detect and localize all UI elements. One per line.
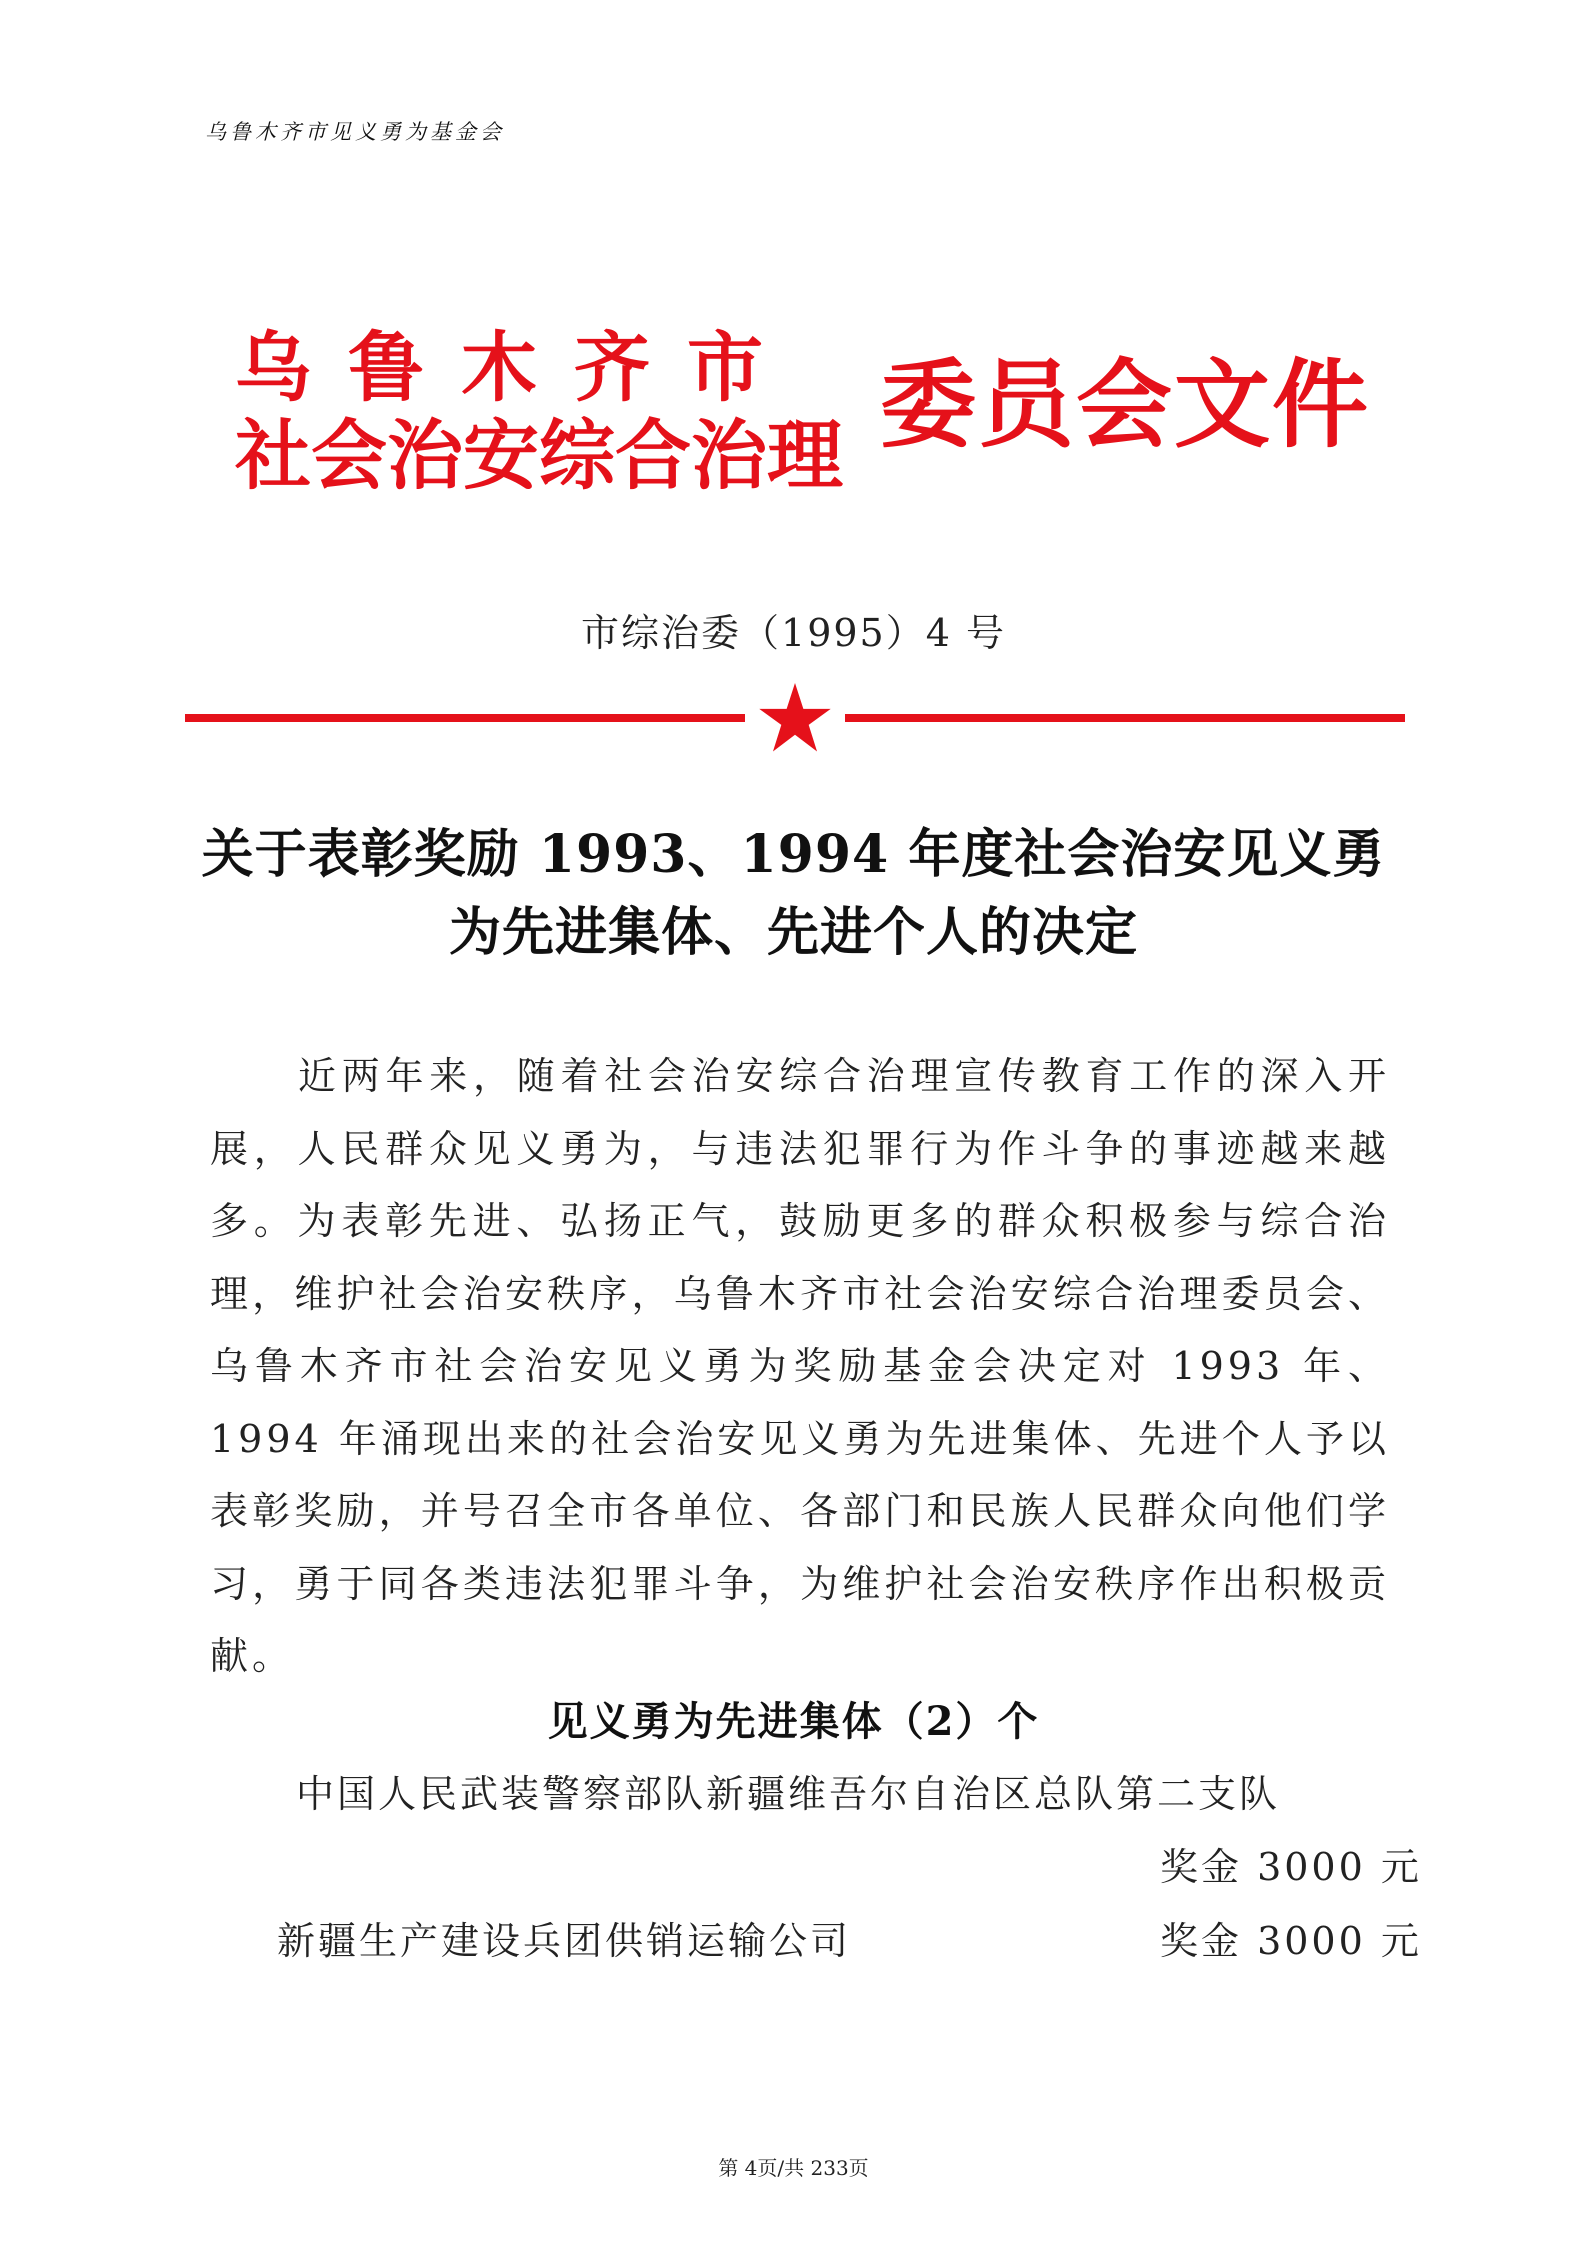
document-title-line-1: 关于表彰奖励 1993、1994 年度社会治安见义勇 xyxy=(201,824,1386,885)
award-unit-name: 新疆生产建设兵团供销运输公司 xyxy=(277,1919,852,1963)
body-paragraph: 近两年来，随着社会治安综合治理宣传教育工作的深入开展，人民群众见义勇为，与违法犯罪行为作斗争的事迹越来越多。为表彰先进、弘扬正气，鼓励更多的群众积极参与综合治理，维护社会治安秩序，乌鲁木齐市社会治安综合治理委员会、乌鲁木齐市社会治安见义勇为奖励基金会决定对 1993 年、1994 年涌现出来的社会治安见义勇为先进集体、先进个人予以表彰奖励，并号召全市各单位、各部门和民族人民群众向他们学习，勇于同各类违法犯罪斗争，为维护社会治安秩序作出积极贡献。 xyxy=(210,1054,1390,1678)
award-unit-name: 中国人民武装警察部队新疆维吾尔自治区总队第二支队 xyxy=(296,1772,1281,1816)
letterhead-city: 乌鲁木齐市 xyxy=(235,323,800,412)
award-unit-prize: 奖金 3000 元 xyxy=(1160,1919,1422,1963)
letterhead-suffix: 委员会文件 xyxy=(880,348,1370,461)
letterhead-committee: 社会治安综合治理 xyxy=(235,411,843,500)
red-rule-right xyxy=(845,714,1405,722)
document-title-line-2: 为先进集体、先进个人的决定 xyxy=(448,902,1138,963)
header-organization: 乌鲁木齐市见义勇为基金会 xyxy=(205,120,505,144)
section-heading: 见义勇为先进集体（2）个 xyxy=(547,1698,1040,1745)
document-number: 市综治委（1995）4 号 xyxy=(581,611,1006,655)
award-unit-prize: 奖金 3000 元 xyxy=(1160,1845,1422,1889)
red-rule-left xyxy=(185,714,745,722)
page-number: 第 4页/共 233页 xyxy=(718,2156,869,2180)
red-star-icon xyxy=(757,680,833,756)
